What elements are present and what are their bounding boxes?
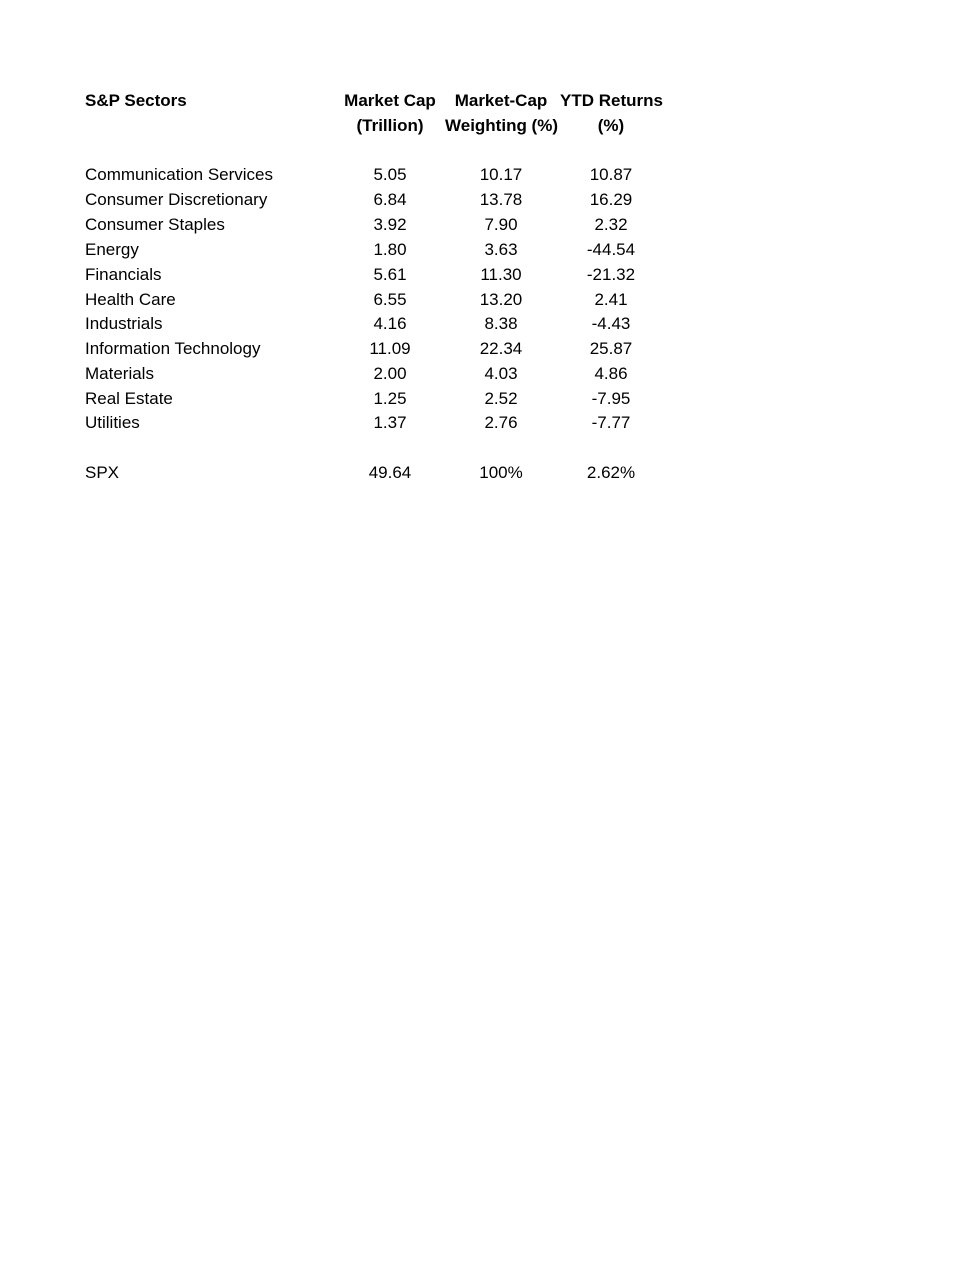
header-weighting: Market-Cap [454,91,548,110]
total-ytd: 2.62% [586,463,636,482]
ytd-value: -7.77 [591,413,631,432]
table-row [0,262,980,287]
sector-name: Real Estate [85,389,173,408]
header-ytd-unit: (%) [597,116,625,135]
market-cap-value: 4.16 [373,314,407,333]
header-sector: S&P Sectors [85,91,187,110]
sector-name: Health Care [85,290,176,309]
weighting-value: 3.63 [484,240,518,259]
sector-name: Industrials [85,314,163,333]
market-cap-value: 3.92 [373,215,407,234]
header-market-cap-unit: (Trillion) [356,116,424,135]
total-row [0,460,980,485]
header-weighting-unit: Weighting (%) [445,116,558,135]
table-row [0,162,980,187]
ytd-value: 4.86 [594,364,628,383]
market-cap-value: 6.55 [373,290,407,309]
weighting-value: 22.34 [479,339,523,358]
market-cap-value: 11.09 [369,339,411,358]
weighting-value: 13.20 [479,290,523,309]
weighting-value: 11.30 [480,265,522,284]
weighting-value: 7.90 [484,215,518,234]
table-row [0,212,980,237]
sector-name: Energy [85,240,139,259]
ytd-value: -21.32 [586,265,636,284]
table-row [0,361,980,386]
total-market-cap: 49.64 [368,463,412,482]
market-cap-value: 5.05 [373,165,407,184]
ytd-value: 10.87 [589,165,633,184]
total-label: SPX [85,463,120,482]
table-row [0,237,980,262]
market-cap-value: 5.61 [373,265,407,284]
header-row-1 [0,88,980,113]
weighting-value: 2.76 [484,413,518,432]
market-cap-value: 6.84 [373,190,407,209]
weighting-value: 4.03 [484,364,518,383]
market-cap-value: 1.37 [373,413,407,432]
table-row [0,287,980,312]
header-ytd: YTD Returns [560,91,663,110]
table-row [0,311,980,336]
ytd-value: 25.87 [589,339,633,358]
sector-name: Communication Services [85,165,274,184]
sector-name: Information Technology [85,339,261,358]
table-row [0,336,980,361]
sector-name: Materials [85,364,154,383]
market-cap-value: 1.25 [373,389,407,408]
sector-name: Utilities [85,413,140,432]
weighting-value: 13.78 [479,190,523,209]
total-weighting: 100% [479,463,523,482]
header-market-cap: Market Cap [344,91,436,110]
sector-name: Consumer Staples [85,215,225,234]
weighting-value: 10.17 [479,165,523,184]
ytd-value: -7.95 [591,389,631,408]
table-row [0,187,980,212]
header-row-2 [0,113,980,138]
ytd-value: 2.41 [594,290,628,309]
weighting-value: 2.52 [484,389,518,408]
ytd-value: 16.29 [589,190,633,209]
market-cap-value: 2.00 [373,364,407,383]
sector-name: Consumer Discretionary [85,190,268,209]
table-row [0,386,980,411]
ytd-value: -44.54 [586,240,636,259]
market-cap-value: 1.80 [373,240,407,259]
ytd-value: 2.32 [594,215,628,234]
weighting-value: 8.38 [484,314,518,333]
ytd-value: -4.43 [591,314,631,333]
table-row [0,410,980,435]
sector-name: Financials [85,265,162,284]
